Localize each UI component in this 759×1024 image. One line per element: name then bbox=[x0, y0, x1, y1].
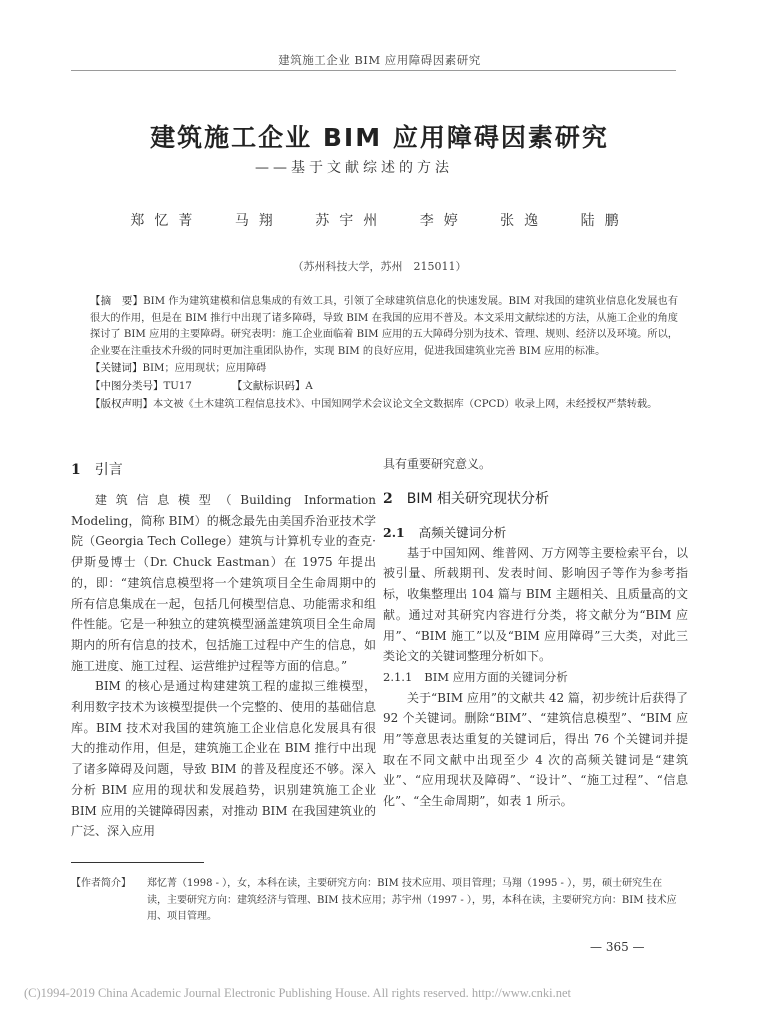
abstract-block bbox=[90, 293, 678, 413]
section-title: BIM 应用方面的关键词分析 bbox=[424, 669, 568, 684]
footer-copyright: (C)1994-2019 China Academic Journal Electronic Publishing House. All rights reserved. http://www.cnki.net bbox=[24, 986, 572, 1000]
section-number: 2 bbox=[383, 490, 393, 507]
author-intro bbox=[71, 876, 681, 926]
author-list bbox=[0, 210, 759, 230]
copyright-text: 本文被《土木建筑工程信息技术》、中国知网学术会议论文全文数据库（CPCD）收录上网，未经授权严禁转载。 bbox=[153, 398, 658, 410]
clc-label: 【中图分类号】 bbox=[90, 379, 164, 392]
author-name: 陆鹏 bbox=[580, 213, 629, 229]
left-column bbox=[71, 460, 376, 842]
page-number: — 365 — bbox=[590, 940, 645, 954]
affiliation: （苏州科技大学，苏州 215011） bbox=[292, 260, 467, 273]
author-name: 李婷 bbox=[419, 213, 468, 229]
right-column bbox=[383, 454, 688, 812]
classification bbox=[90, 378, 678, 396]
keywords-label: 【关键词】 bbox=[90, 362, 143, 375]
paper-title: 建筑施工企业 BIM 应用障碍因素研究 bbox=[150, 123, 609, 152]
paper-subtitle: ——基于文献综述的方法 bbox=[255, 160, 453, 176]
abstract bbox=[90, 293, 678, 360]
keywords bbox=[90, 360, 678, 378]
section-2-heading bbox=[383, 489, 688, 509]
section-title: 高频关键词分析 bbox=[418, 524, 507, 540]
section-2-1-1-heading bbox=[383, 667, 688, 688]
header-rule bbox=[71, 70, 676, 71]
author-name: 张逸 bbox=[500, 213, 549, 229]
abstract-text: BIM 作为建筑建模和信息集成的有效工具，引领了全球建筑信息化的快速发展。BIM 对我国的建筑业信息化发展也有很大的作用，但是在 BIM 推行中出现了诸多障碍，导致 BIM 在我国的应用不普及。本文采用文献综述的方法，从施工企业的角度探讨了 BIM 应用的主要障碍。研究表明：施工企业面临着 BIM 应用的五大障碍分别为技术、管理、规则、经济以及环境。所以，企业要在注重技术升级的同时更加注重团队协作，实现 BIM 的良好应用，促进我国建筑业完善 BIM 应用的标准。 bbox=[90, 296, 679, 357]
paragraph: 基于中国知网、维普网、万方网等主要检索平台，以被引量、所载期刊、发表时间、影响因子等作为参考指标，收集整理出 104 篇与 BIM 主题相关、且质量高的文献。通过对其研究内容进行分类，将文献分为“BIM 应用”、“BIM 施工”以及“BIM 应用障碍”三大类，对此三类论文的关键词整理分析如下。 bbox=[383, 545, 688, 664]
author-intro-label: 【作者简介】 bbox=[71, 878, 131, 889]
clc-value: TU17 bbox=[163, 380, 192, 392]
copyright-notice bbox=[90, 396, 678, 414]
running-head: 建筑施工企业 BIM 应用障碍因素研究 bbox=[278, 53, 481, 67]
paragraph: BIM 的核心是通过构建建筑工程的虚拟三维模型，利用数字技术为该模型提供一个完整的、使用的基础信息库。BIM 技术对我国的建筑施工企业信息化发展具有很大的推动作用，但是，建筑施工企业在 BIM 推行中出现了诸多障碍及问题，导致 BIM 的普及程度还不够。深入分析 BIM 应用的现状和发展趋势，识别建筑施工企业 BIM 应用的关键障碍因素，对推动 BIM 在我国建筑业的广泛、深入应用 bbox=[71, 679, 376, 839]
author-intro-text: 郑忆菁（1998 - ），女，本科在读，主要研究方向：BIM 技术应用、项目管理；马翔（1995 - ），男，硕士研究生在读，主要研究方向：建筑经济与管理、BIM 技术应用；苏宇州（1997 - ），男，本科在读，主要研究方向：BIM 技术应用、项目管理。 bbox=[147, 878, 677, 922]
doc-code-label: 【文献标识码】 bbox=[231, 379, 306, 392]
section-number: 2.1 bbox=[383, 524, 405, 540]
author-name: 苏宇州 bbox=[315, 213, 388, 229]
section-number: 1 bbox=[71, 462, 81, 478]
footnote-rule bbox=[71, 862, 204, 863]
section-title: 引言 bbox=[94, 462, 123, 478]
section-title: BIM 相关研究现状分析 bbox=[406, 490, 550, 507]
paragraph-continuation: 具有重要研究意义。 bbox=[383, 457, 492, 471]
keywords-text: BIM；应用现状；应用障碍 bbox=[142, 363, 267, 375]
author-name: 郑忆菁 bbox=[130, 213, 203, 229]
section-1-heading bbox=[71, 460, 376, 480]
abstract-label: 【摘 要】 bbox=[90, 295, 144, 307]
section-2-1-heading bbox=[383, 523, 688, 543]
paragraph: 关于“BIM 应用”的文献共 42 篇，初步统计后获得了 92 个关键词。删除“BIM”、“建筑信息模型”、“BIM 应用”等意思表达重复的关键词后，得出 76 个关键词并提取在不同文献中出现至少 4 次的高频关键词是“建筑业”、“应用现状及障碍”、“设计”、“施工过程”、“信息化”、“全生命周期”，如表 1 所示。 bbox=[383, 690, 688, 809]
doc-code-value: A bbox=[305, 380, 313, 392]
copyright-label: 【版权声明】 bbox=[90, 397, 153, 410]
author-name: 马翔 bbox=[234, 213, 283, 229]
section-number: 2.1.1 bbox=[383, 669, 413, 684]
paragraph: 建筑信息模型（Building Information Modeling，简称 BIM）的概念最先由美国乔治亚技术学院（Georgia Tech College）建筑与计算机专业的查克·伊斯曼博士（Dr. Chuck Eastman）在 1975 年提出的，即：“建筑信息模型将一个建筑项目全生命周期中的所有信息集成在一起，包括几何模型信息、功能需求和组件性能。它是一种独立的建筑模型涵盖建筑项目全生命周期内的所有信息的技术，包括施工过程中产生的信息，如施工进度、施工过程、运营维护过程等方面的信息。” bbox=[71, 493, 376, 673]
